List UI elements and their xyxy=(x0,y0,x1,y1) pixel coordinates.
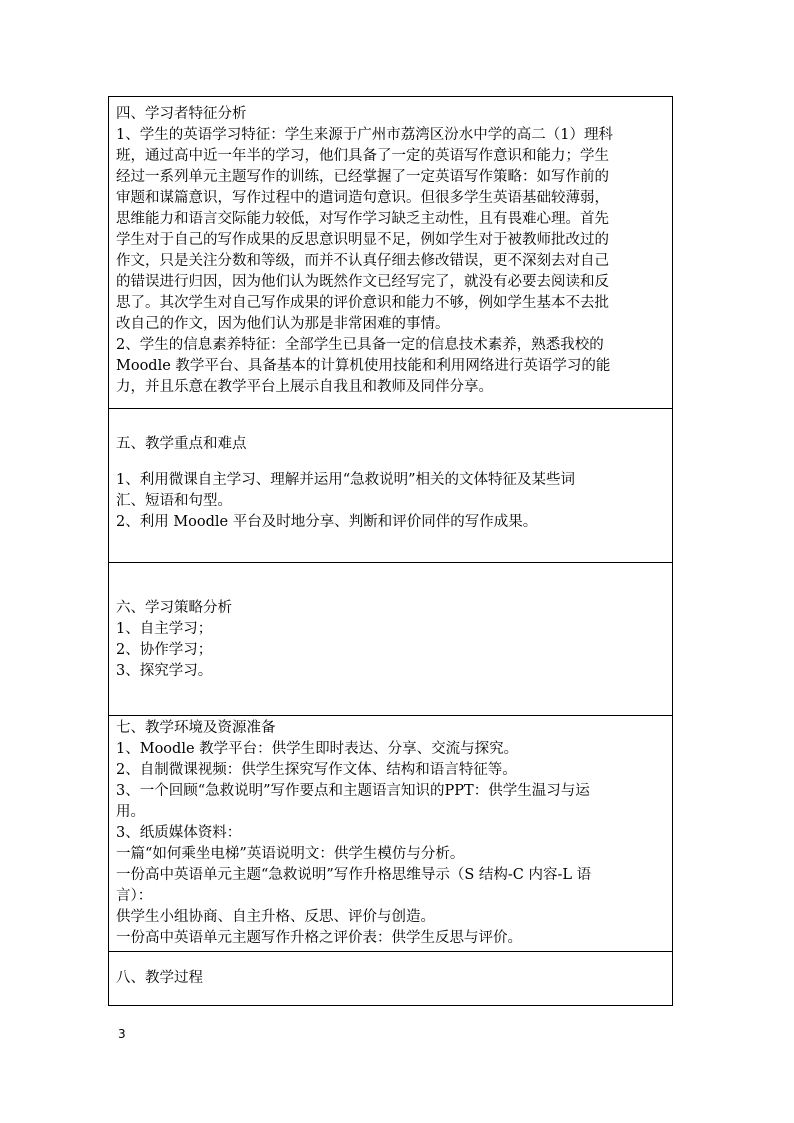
paragraph-line: 改自己的作文，因为他们认为那是非常困难的事情。 xyxy=(116,316,450,332)
paragraph-line: Moodle 教学平台、具备基本的计算机使用技能和利用网络进行英语学习的能 xyxy=(116,358,611,374)
paragraph-line: 思维能力和语言交际能力较低，对写作学习缺乏主动性，且有畏难心理。首先 xyxy=(116,211,609,227)
section-heading: 六、学习策略分析 xyxy=(116,600,232,616)
paragraph-line: 一份高中英语单元主题写作升格之评价表：供学生反思与评价。 xyxy=(116,930,522,946)
section-learning-strategies xyxy=(109,563,672,716)
paragraph-line: 作文，只是关注分数和等级，而并不认真仔细去修改错误，更不深刻去对自己 xyxy=(116,253,609,269)
section-learner-analysis xyxy=(109,97,672,409)
paragraph-line: 思了。其次学生对自己写作成果的评价意识和能力不够，例如学生基本不去批 xyxy=(116,295,609,311)
paragraph-line: 班，通过高中近一年半的学习，他们具备了一定的英语写作意识和能力；学生 xyxy=(116,148,609,164)
page-number: 3 xyxy=(118,1027,126,1041)
section-heading: 七、教学环境及资源准备 xyxy=(116,720,276,736)
paragraph-line: 2、利用 Moodle 平台及时地分享、判断和评价同伴的写作成果。 xyxy=(116,514,538,530)
list-item: 1、自主学习； xyxy=(116,621,213,637)
paragraph-line: 的错误进行归因，因为他们认为既然作文已经写完了，就没有必要去阅读和反 xyxy=(116,274,609,290)
paragraph-line: 一篇“如何乘坐电梯”英语说明文：供学生模仿与分析。 xyxy=(116,846,465,862)
section-heading: 四、学习者特征分析 xyxy=(116,106,247,122)
paragraph-line: 1、学生的英语学习特征：学生来源于广州市荔湾区汾水中学的高二（1）理科 xyxy=(116,127,613,143)
paragraph-line: 言）： xyxy=(116,888,153,904)
paragraph-line: 一份高中英语单元主题“急救说明”写作升格思维导示（S 结构-C 内容-L 语 xyxy=(116,867,592,883)
paragraph-line: 审题和谋篇意识，写作过程中的遣词造句意识。但很多学生英语基础较薄弱， xyxy=(116,190,609,206)
list-item: 3、探究学习。 xyxy=(116,663,213,679)
paragraph-line: 1、Moodle 教学平台：供学生即时表达、分享、交流与探究。 xyxy=(116,741,519,757)
section-teaching-process xyxy=(109,952,672,1005)
paragraph-line: 2、学生的信息素养特征：全部学生已具备一定的信息技术素养，熟悉我校的 xyxy=(116,337,604,353)
paragraph-line: 2、自制微课视频：供学生探究写作文体、结构和语言特征等。 xyxy=(116,762,517,778)
paragraph-line: 汇、短语和句型。 xyxy=(116,493,232,509)
paragraph-line: 3、纸质媒体资料： xyxy=(116,825,242,841)
paragraph-line: 学生对于自己的写作成果的反思意识明显不足，例如学生对于被教师批改过的 xyxy=(116,232,609,248)
section-heading: 八、教学过程 xyxy=(116,970,203,986)
section-key-points xyxy=(109,409,672,563)
lesson-plan-table xyxy=(108,96,673,1006)
paragraph-line: 供学生小组协商、自主升格、反思、评价与创造。 xyxy=(116,909,435,925)
paragraph-line: 用。 xyxy=(116,804,145,820)
paragraph-line: 1、利用微课自主学习、理解并运用“急救说明”相关的文体特征及某些词 xyxy=(116,472,576,488)
list-item: 2、协作学习； xyxy=(116,642,213,658)
section-heading: 五、教学重点和难点 xyxy=(116,436,247,452)
paragraph-line: 经过一系列单元主题写作的训练，已经掌握了一定英语写作策略：如写作前的 xyxy=(116,169,609,185)
section-environment-resources xyxy=(109,716,672,952)
paragraph-line: 3、一个回顾“急救说明”写作要点和主题语言知识的PPT：供学生温习与运 xyxy=(116,783,590,799)
paragraph-line: 力，并且乐意在教学平台上展示自我且和教师及同伴分享。 xyxy=(116,379,493,395)
